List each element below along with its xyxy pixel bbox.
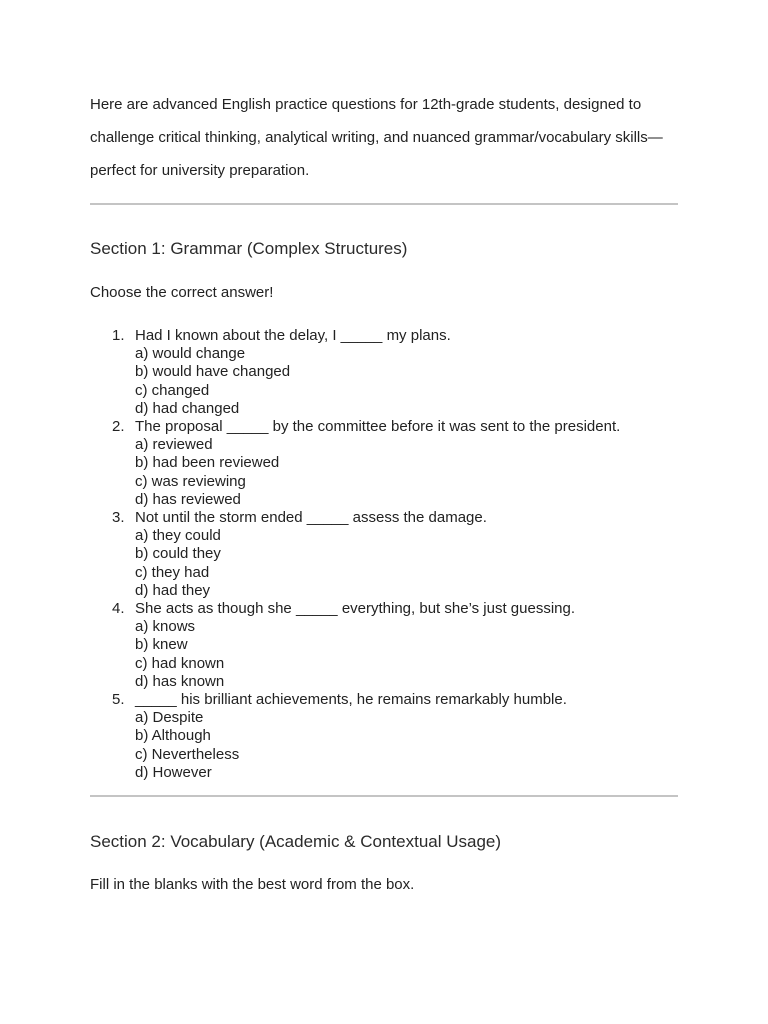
question-number: 4. (112, 600, 125, 618)
question-item (90, 600, 678, 691)
answer-option: b) would have changed (135, 363, 291, 381)
answer-option: a) knows (135, 618, 196, 636)
answer-option: c) had known (135, 654, 225, 672)
section-2-instruction: Fill in the blanks with the best word from the box. (90, 876, 415, 893)
question-item (90, 327, 678, 418)
section-1-instruction: Choose the correct answer! (90, 284, 274, 301)
answer-option: b) could they (135, 545, 221, 563)
answer-option: b) had been reviewed (135, 454, 280, 472)
answer-option: a) reviewed (135, 436, 213, 454)
answer-option: a) they could (135, 527, 221, 545)
question-number: 1. (112, 327, 125, 344)
answer-option: c) changed (135, 381, 210, 399)
answer-option: a) would change (135, 345, 246, 363)
question-text: _____ his brilliant achievements, he remains remarkably humble. (135, 691, 567, 709)
answer-option: d) has known (135, 672, 225, 690)
section-1-heading: Section 1: Grammar (Complex Structures) (90, 239, 408, 258)
question-number: 5. (112, 691, 125, 709)
answer-option: c) was reviewing (135, 472, 246, 490)
section-2-heading: Section 2: Vocabulary (Academic & Contextual Usage) (90, 832, 502, 851)
answer-option: a) Despite (135, 709, 204, 727)
question-text: Not until the storm ended _____ assess the damage. (135, 509, 487, 527)
question-number: 3. (112, 509, 125, 527)
question-list (90, 327, 678, 782)
answer-option: d) had they (135, 581, 211, 599)
answer-option: c) Nevertheless (135, 745, 240, 763)
question-number: 2. (112, 418, 125, 436)
intro-paragraph: Here are advanced English practice questions for 12th-grade students, designed to challenge critical thinking, analytical writing, and nuanced grammar/vocabulary skills—perfect for university preparation. (90, 96, 663, 179)
question-text: She acts as though she _____ everything, but she’s just guessing. (135, 600, 576, 618)
answer-option: d) However (135, 763, 212, 781)
question-item (90, 691, 678, 782)
section-divider (90, 795, 678, 797)
question-text: Had I known about the delay, I _____ my plans. (135, 327, 451, 344)
question-item (90, 418, 678, 509)
answer-option: c) they had (135, 563, 210, 581)
answer-option: b) knew (135, 636, 188, 654)
section-divider (90, 203, 678, 205)
answer-option: d) has reviewed (135, 490, 241, 508)
question-item (90, 509, 678, 600)
question-text: The proposal _____ by the committee before it was sent to the president. (135, 418, 621, 436)
answer-option: b) Although (135, 727, 211, 745)
answer-option: d) had changed (135, 399, 240, 417)
